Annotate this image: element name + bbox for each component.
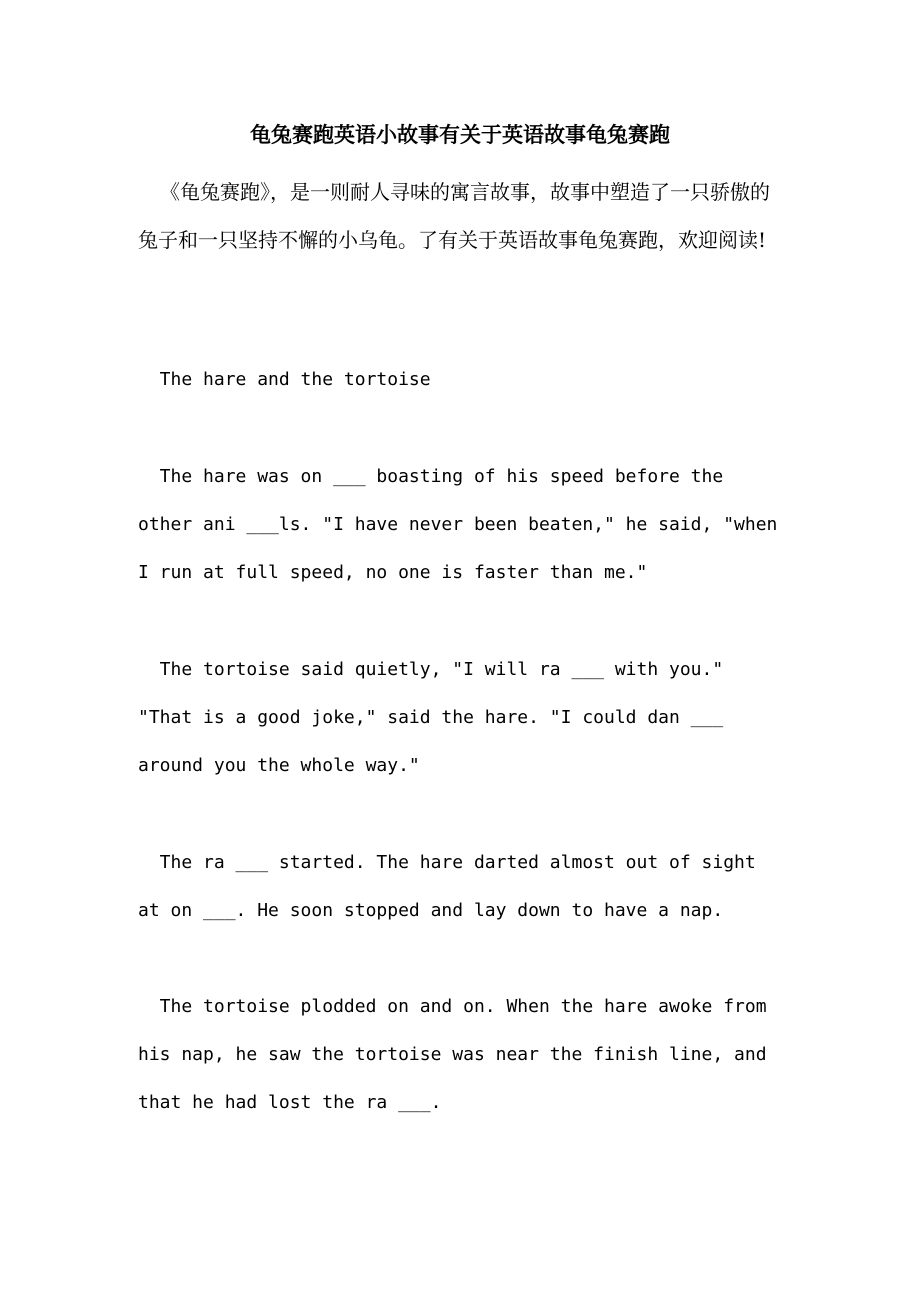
story-title: The hare and the tortoise	[138, 369, 431, 390]
paragraph-4-line-1: The tortoise plodded on and on. When the hare awoke from	[138, 996, 767, 1017]
paragraph-3-line-1: The ra ___ started. The hare darted almost out of sight	[138, 852, 756, 873]
intro-paragraph: 《龟兔赛跑》，是一则耐人寻味的寓言故事，故事中塑造了一只骄傲的兔子和一只坚持不懈的小乌龟。了有关于英语故事龟兔赛跑，欢迎阅读!	[138, 180, 770, 252]
paragraph-2-line-1: The tortoise said quietly, "I will ra ___ with you."	[138, 659, 724, 680]
paragraph-4-line-2: his nap, he saw the tortoise was near the finish line, and	[138, 1044, 767, 1065]
paragraph-1-line-1: The hare was on ___ boasting of his speed before the	[138, 466, 724, 487]
paragraph-2-line-3: around you the whole way."	[138, 755, 420, 776]
paragraph-4-line-3: that he had lost the ra ___.	[138, 1092, 442, 1113]
paragraph-3-line-2: at on ___. He soon stopped and lay down to have a nap.	[138, 900, 724, 921]
paragraph-2-line-2: "That is a good joke," said the hare. "I could dan ___	[138, 707, 724, 728]
document-title: 龟兔赛跑英语小故事有关于英语故事龟兔赛跑	[250, 122, 670, 147]
paragraph-1-line-2: other ani ___ls. "I have never been beaten," he said, "when	[138, 514, 778, 535]
paragraph-1-line-3: I run at full speed, no one is faster than me."	[138, 562, 648, 583]
